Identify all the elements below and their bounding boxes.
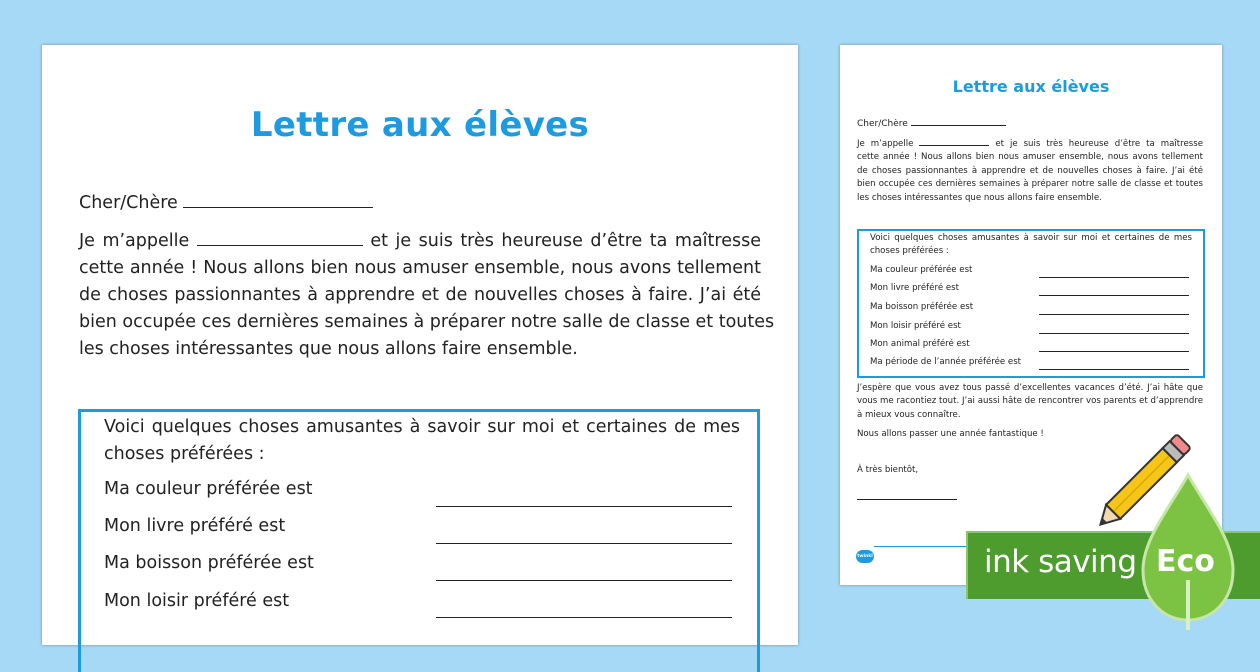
- ink-saving-label: ink saving: [984, 544, 1137, 580]
- paragraph-line: les choses intéressantes que nous allons faire ensemble.: [857, 192, 1102, 203]
- favorite-book-blank: [436, 543, 732, 544]
- greeting-label: Cher/Chère: [79, 193, 178, 213]
- preview-closing-paragraph: J’espère que vous avez tous passé d’excellentes vacances d’été. J’ai hâte que vous me racontiez tout. J’ai aussi hâte de rencontrer vos parents et d’apprendre à mieux vous connaître.: [857, 383, 1203, 420]
- preview-favorite-season-label: Ma période de l’année préférée est: [870, 357, 1022, 367]
- preview-favorite-color-blank: [1039, 277, 1189, 278]
- page-title: Lettre aux élèves: [250, 105, 590, 145]
- preview-sign-off: À très bientôt,: [857, 465, 919, 475]
- paragraph-line: de choses passionnantes à apprendre et de nouvelles choses à faire. J’ai été: [857, 165, 1203, 176]
- preview-favorites-intro: Voici quelques choses amusantes à savoir sur moi et certaines de mes choses préférées :: [870, 233, 1192, 256]
- brand-logo: twinkl: [856, 550, 874, 563]
- paragraph-line: bien occupée ces dernières semaines à préparer notre salle de classe et toutes: [79, 312, 775, 332]
- preview-favorite-drink-label: Ma boisson préférée est: [870, 302, 974, 312]
- preview-favorite-book-label: Mon livre préféré est: [870, 283, 959, 293]
- favorite-color-blank: [436, 506, 732, 507]
- preview-greeting-line: [857, 119, 1006, 129]
- favorites-box: [78, 409, 760, 672]
- paragraph-line: bien occupée ces dernières semaines à préparer notre salle de classe et toutes: [857, 179, 1203, 190]
- paragraph-line: Je m’appelle et je suis très heureuse d’être ta maîtresse: [857, 139, 1204, 149]
- paragraph-line: Je m’appelle et je suis très heureuse d’être ta maîtresse: [79, 231, 761, 251]
- favorite-book-label: Mon livre préféré est: [104, 516, 286, 536]
- preview-favorite-animal-blank: [1039, 351, 1189, 352]
- preview-favorite-color-label: Ma couleur préférée est: [870, 265, 973, 275]
- favorites-intro: Voici quelques choses amusantes à savoir sur moi et certaines de mes choses préférées :: [104, 417, 740, 464]
- worksheet-page-large: [42, 45, 798, 645]
- paragraph-line: cette année ! Nous allons bien nous amuser ensemble, nous avons tellement: [857, 152, 1203, 163]
- intro-paragraph: [79, 228, 775, 363]
- preview-favorite-drink-blank: [1039, 314, 1189, 315]
- favorite-hobby-label: Mon loisir préféré est: [104, 591, 290, 611]
- paragraph-line: cette année ! Nous allons bien nous amuser ensemble, nous avons tellement: [79, 258, 761, 278]
- preview-name-blank: [911, 125, 1006, 126]
- signature-blank: [857, 499, 957, 500]
- preview-favorites-box: [857, 229, 1205, 378]
- paragraph-line: de choses passionnantes à apprendre et de nouvelles choses à faire. J’ai été: [79, 285, 761, 305]
- favorite-hobby-blank: [436, 617, 732, 618]
- preview-favorite-hobby-blank: [1039, 333, 1189, 334]
- teacher-name-blank: [197, 245, 363, 246]
- paragraph-line: les choses intéressantes que nous allons faire ensemble.: [79, 339, 578, 359]
- preview-teacher-name-blank: [919, 145, 989, 146]
- preview-greeting-label: Cher/Chère: [857, 119, 908, 129]
- preview-favorite-book-blank: [1039, 295, 1189, 296]
- preview-favorite-season-blank: [1039, 369, 1189, 370]
- preview-intro-paragraph: [857, 138, 1203, 205]
- favorite-drink-label: Ma boisson préférée est: [104, 553, 314, 573]
- preview-year-line: Nous allons passer une année fantastique !: [857, 429, 1044, 439]
- eco-label: Eco: [1156, 544, 1215, 579]
- eco-badge: [1138, 470, 1238, 630]
- preview-favorite-animal-label: Mon animal préféré est: [870, 339, 970, 349]
- greeting-line: [79, 193, 373, 213]
- preview-title: Lettre aux élèves: [952, 77, 1110, 96]
- favorite-drink-blank: [436, 580, 732, 581]
- preview-favorite-hobby-label: Mon loisir préféré est: [870, 321, 961, 331]
- favorite-color-label: Ma couleur préférée est: [104, 479, 313, 499]
- name-blank: [183, 207, 373, 208]
